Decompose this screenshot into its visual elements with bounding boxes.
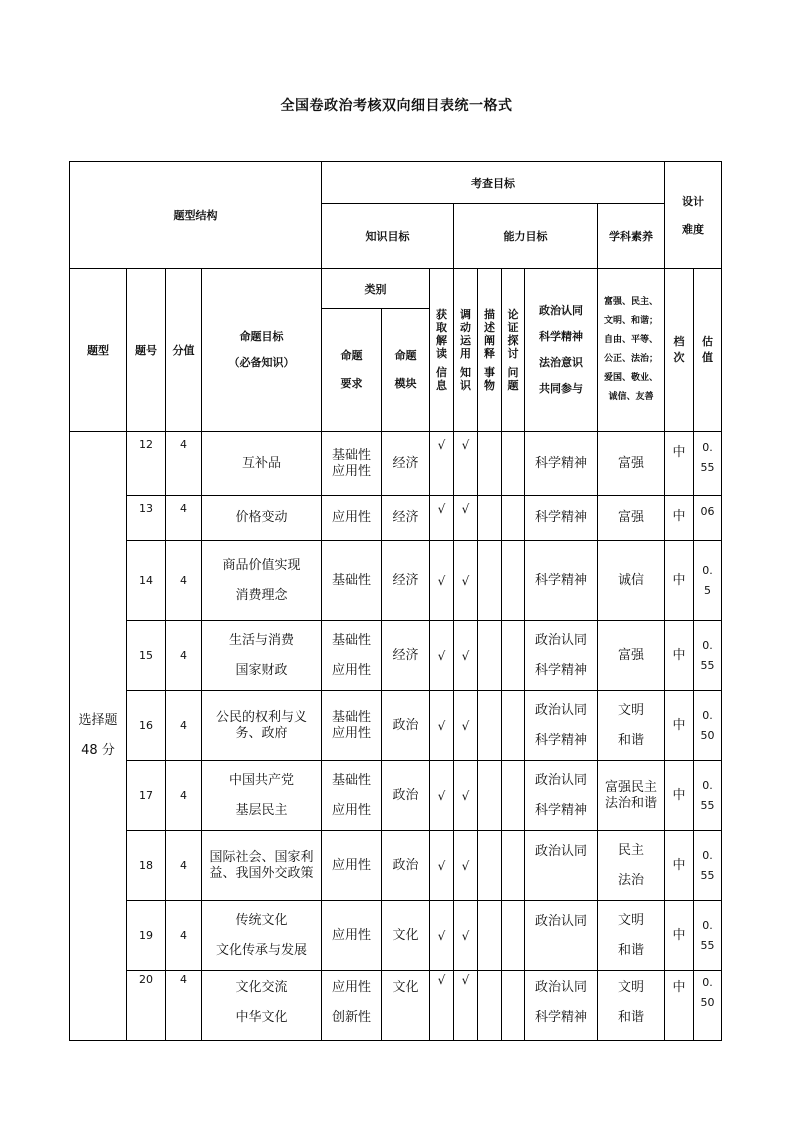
- table-row: [70, 901, 722, 971]
- ability-describe-cell: [478, 691, 502, 761]
- ability-apply-cell: √: [454, 432, 478, 496]
- ability-argue-cell: [502, 541, 525, 621]
- ability-describe-cell: [478, 761, 502, 831]
- score-cell: 4: [166, 971, 202, 1041]
- objective-cell: 传统文化 文化传承与发展: [202, 901, 322, 971]
- values-cell: 文明 和谐: [598, 971, 665, 1041]
- objective-cell: 文化交流 中华文化: [202, 971, 322, 1041]
- literacy-cell: 政治认同: [525, 831, 598, 901]
- score-cell: 4: [166, 621, 202, 691]
- header-structure: 题型结构: [70, 162, 322, 269]
- estimate-cell: 0. 55: [694, 831, 722, 901]
- ability-apply-cell: √: [454, 761, 478, 831]
- module-cell: 文化: [382, 971, 430, 1041]
- requirement-cell: 基础性: [322, 541, 382, 621]
- literacy-cell: 政治认同 科学精神: [525, 761, 598, 831]
- estimate-cell: 0. 55: [694, 901, 722, 971]
- ability-describe-cell: [478, 496, 502, 541]
- table-row: [70, 761, 722, 831]
- literacy-cell: 科学精神: [525, 541, 598, 621]
- header-requirement: 命题 要求: [322, 309, 382, 432]
- header-ability-describe: 描述阐释 事物: [478, 269, 502, 432]
- header-ability-argue: 论证探讨 问题: [502, 269, 525, 432]
- header-subject-literacy: 学科素养: [598, 204, 665, 269]
- requirement-cell: 应用性: [322, 496, 382, 541]
- ability-acquire-cell: √: [430, 831, 454, 901]
- values-cell: 诚信: [598, 541, 665, 621]
- ability-describe-cell: [478, 971, 502, 1041]
- level-cell: 中: [665, 691, 694, 761]
- estimate-cell: 06: [694, 496, 722, 541]
- objective-cell: 商品价值实现 消费理念: [202, 541, 322, 621]
- values-cell: 文明 和谐: [598, 901, 665, 971]
- header-literacy-list: 政治认同 科学精神 法治意识 共同参与: [525, 269, 598, 432]
- header-level: 档 次: [665, 269, 694, 432]
- header-category: 类别: [322, 269, 430, 309]
- table-row: [70, 831, 722, 901]
- requirement-cell: 应用性: [322, 901, 382, 971]
- ability-apply-cell: √: [454, 496, 478, 541]
- literacy-cell: 科学精神: [525, 432, 598, 496]
- ability-describe-cell: [478, 901, 502, 971]
- ability-apply-cell: √: [454, 691, 478, 761]
- table-row: [70, 541, 722, 621]
- table-row: [70, 971, 722, 1041]
- ability-apply-cell: √: [454, 901, 478, 971]
- level-cell: 中: [665, 761, 694, 831]
- requirement-cell: 基础性 应用性: [322, 432, 382, 496]
- level-cell: 中: [665, 541, 694, 621]
- document-title: 全国卷政治考核双向细目表统一格式: [280, 98, 513, 114]
- ability-apply-cell: √: [454, 621, 478, 691]
- header-ability-acquire: 获取解读 信息: [430, 269, 454, 432]
- ability-describe-cell: [478, 621, 502, 691]
- question-no-cell: 19: [127, 901, 166, 971]
- header-estimate: 估 值: [694, 269, 722, 432]
- question-no-cell: 13: [127, 496, 166, 541]
- module-cell: 政治: [382, 831, 430, 901]
- requirement-cell: 基础性 应用性: [322, 691, 382, 761]
- module-cell: 政治: [382, 761, 430, 831]
- level-cell: 中: [665, 971, 694, 1041]
- estimate-cell: 0. 50: [694, 691, 722, 761]
- ability-apply-cell: √: [454, 971, 478, 1041]
- question-no-cell: 12: [127, 432, 166, 496]
- question-no-cell: 15: [127, 621, 166, 691]
- ability-acquire-cell: √: [430, 901, 454, 971]
- header-question-no: 题号: [127, 269, 166, 432]
- ability-apply-cell: √: [454, 541, 478, 621]
- question-no-cell: 18: [127, 831, 166, 901]
- score-cell: 4: [166, 691, 202, 761]
- ability-argue-cell: [502, 621, 525, 691]
- values-cell: 文明 和谐: [598, 691, 665, 761]
- header-exam-targets: 考查目标: [322, 162, 665, 204]
- ability-describe-cell: [478, 541, 502, 621]
- ability-acquire-cell: √: [430, 971, 454, 1041]
- header-module: 命题 模块: [382, 309, 430, 432]
- module-cell: 政治: [382, 691, 430, 761]
- ability-argue-cell: [502, 691, 525, 761]
- table-row: [70, 496, 722, 541]
- ability-acquire-cell: √: [430, 541, 454, 621]
- requirement-cell: 应用性: [322, 831, 382, 901]
- ability-argue-cell: [502, 831, 525, 901]
- module-cell: 经济: [382, 432, 430, 496]
- question-no-cell: 17: [127, 761, 166, 831]
- objective-cell: 国际社会、国家利 益、我国外交政策: [202, 831, 322, 901]
- values-cell: 民主 法治: [598, 831, 665, 901]
- question-no-cell: 20: [127, 971, 166, 1041]
- question-no-cell: 14: [127, 541, 166, 621]
- ability-acquire-cell: √: [430, 621, 454, 691]
- header-question-type: 题型: [70, 269, 127, 432]
- score-cell: 4: [166, 761, 202, 831]
- objective-cell: 互补品: [202, 432, 322, 496]
- header-design-difficulty: 设计 难度: [665, 162, 722, 269]
- ability-describe-cell: [478, 432, 502, 496]
- score-cell: 4: [166, 541, 202, 621]
- estimate-cell: 0. 50: [694, 971, 722, 1041]
- values-cell: 富强: [598, 432, 665, 496]
- module-cell: 经济: [382, 621, 430, 691]
- literacy-cell: 政治认同 科学精神: [525, 971, 598, 1041]
- header-score: 分值: [166, 269, 202, 432]
- ability-argue-cell: [502, 971, 525, 1041]
- module-cell: 经济: [382, 541, 430, 621]
- objective-cell: 价格变动: [202, 496, 322, 541]
- ability-describe-cell: [478, 831, 502, 901]
- literacy-cell: 政治认同 科学精神: [525, 621, 598, 691]
- requirement-cell: 基础性 应用性: [322, 621, 382, 691]
- header-ability-targets: 能力目标: [454, 204, 598, 269]
- header-values-list: 富强、民主、 文明、和谐； 自由、平等、 公正、法治； 爱国、敬业、 诚信、友善: [598, 269, 665, 432]
- estimate-cell: 0. 55: [694, 432, 722, 496]
- requirement-cell: 基础性 应用性: [322, 761, 382, 831]
- literacy-cell: 政治认同 科学精神: [525, 691, 598, 761]
- ability-argue-cell: [502, 432, 525, 496]
- level-cell: 中: [665, 432, 694, 496]
- estimate-cell: 0. 55: [694, 761, 722, 831]
- objective-cell: 公民的权利与义 务、政府: [202, 691, 322, 761]
- specification-table: [69, 161, 722, 1041]
- level-cell: 中: [665, 496, 694, 541]
- objective-cell: 生活与消费 国家财政: [202, 621, 322, 691]
- ability-argue-cell: [502, 496, 525, 541]
- module-cell: 经济: [382, 496, 430, 541]
- level-cell: 中: [665, 901, 694, 971]
- module-cell: 文化: [382, 901, 430, 971]
- header-knowledge-targets: 知识目标: [322, 204, 454, 269]
- table-row: [70, 691, 722, 761]
- question-type-group: 选择题 48 分: [70, 432, 127, 1041]
- values-cell: 富强民主 法治和谐: [598, 761, 665, 831]
- score-cell: 4: [166, 432, 202, 496]
- estimate-cell: 0. 5: [694, 541, 722, 621]
- score-cell: 4: [166, 831, 202, 901]
- table-row: [70, 432, 722, 496]
- values-cell: 富强: [598, 621, 665, 691]
- requirement-cell: 应用性 创新性: [322, 971, 382, 1041]
- header-ability-apply: 调动运用 知识: [454, 269, 478, 432]
- ability-acquire-cell: √: [430, 496, 454, 541]
- objective-cell: 中国共产党 基层民主: [202, 761, 322, 831]
- literacy-cell: 政治认同: [525, 901, 598, 971]
- score-cell: 4: [166, 901, 202, 971]
- ability-argue-cell: [502, 761, 525, 831]
- header-objective: 命题目标 （必备知识）: [202, 269, 322, 432]
- ability-acquire-cell: √: [430, 761, 454, 831]
- score-cell: 4: [166, 496, 202, 541]
- ability-acquire-cell: √: [430, 691, 454, 761]
- level-cell: 中: [665, 621, 694, 691]
- ability-argue-cell: [502, 901, 525, 971]
- table-row: [70, 621, 722, 691]
- estimate-cell: 0. 55: [694, 621, 722, 691]
- ability-apply-cell: √: [454, 831, 478, 901]
- literacy-cell: 科学精神: [525, 496, 598, 541]
- values-cell: 富强: [598, 496, 665, 541]
- level-cell: 中: [665, 831, 694, 901]
- ability-acquire-cell: √: [430, 432, 454, 496]
- question-no-cell: 16: [127, 691, 166, 761]
